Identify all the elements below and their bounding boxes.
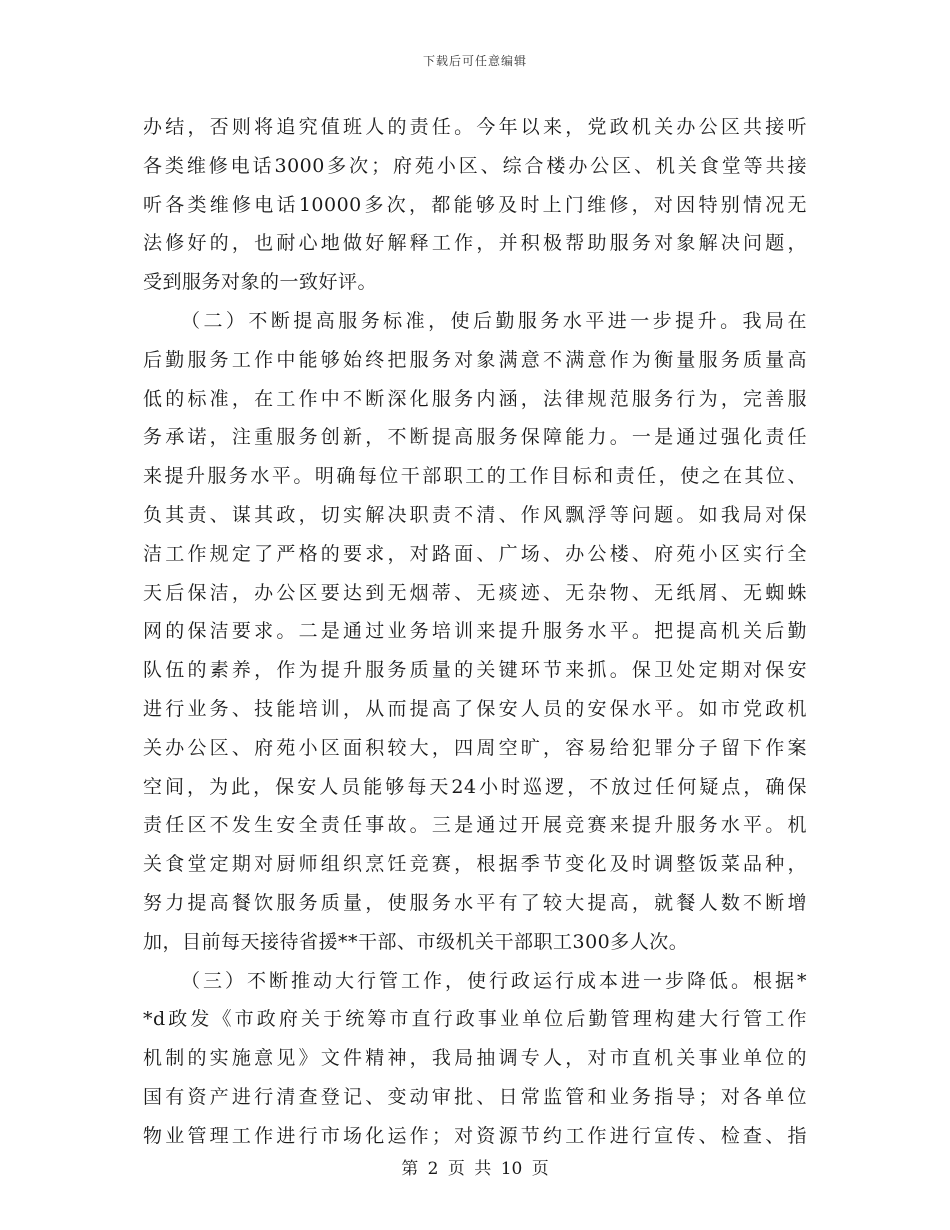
text-line: 受到服务对象的一致好评。 xyxy=(143,271,378,294)
text-line: 法修好的，也耐心地做好解释工作，并积极帮助服务对象解决问题， xyxy=(143,232,807,255)
text-line: （二）不断提高服务标准，使后勤服务水平进一步提升。我局在 xyxy=(181,309,807,332)
text-line: 加，目前每天接待省援**干部、市级机关干部职工300多人次。 xyxy=(143,930,689,953)
text-line: 洁工作规定了严格的要求，对路面、广场、办公楼、府苑小区实行全 xyxy=(143,542,807,565)
text-line: 空间，为此，保安人员能够每天24小时巡逻，不放过任何疑点，确保 xyxy=(143,775,807,798)
text-line: 国有资产进行清查登记、变动审批、日常监管和业务指导；对各单位 xyxy=(143,1085,807,1108)
text-line: 网的保洁要求。二是通过业务培训来提升服务水平。把提高机关后勤 xyxy=(143,620,807,643)
text-line: 努力提高餐饮服务质量，使服务水平有了较大提高，就餐人数不断增 xyxy=(143,891,807,914)
text-line: 低的标准，在工作中不断深化服务内涵，法律规范服务行为，完善服 xyxy=(143,387,807,410)
text-line: 听各类维修电话10000多次，都能够及时上门维修，对因特别情况无 xyxy=(143,193,807,216)
text-line: 天后保洁，办公区要达到无烟蒂、无痰迹、无杂物、无纸屑、无蜘蛛 xyxy=(143,581,807,604)
page-header-note: 下载后可任意编辑 xyxy=(422,54,527,68)
text-line: 办结，否则将追究值班人的责任。今年以来，党政机关办公区共接听 xyxy=(143,116,807,138)
body-text xyxy=(143,108,807,1156)
text-line: 来提升服务水平。明确每位干部职工的工作目标和责任，使之在其位、 xyxy=(143,465,807,488)
text-line: 机制的实施意见》文件精神，我局抽调专人，对市直机关事业单位的 xyxy=(143,1047,807,1070)
text-line: 后勤服务工作中能够始终把服务对象满意不满意作为衡量服务质量高 xyxy=(143,348,807,371)
page-number-footer: 第 2 页 共 10 页 xyxy=(401,1159,549,1179)
text-line: 各类维修电话3000多次；府苑小区、综合楼办公区、机关食堂等共接 xyxy=(143,154,807,177)
text-line: 务承诺，注重服务创新，不断提高服务保障能力。一是通过强化责任 xyxy=(143,426,807,449)
text-line: 关食堂定期对厨师组织烹饪竞赛，根据季节变化及时调整饭菜品种， xyxy=(143,853,807,876)
text-line: 物业管理工作进行市场化运作；对资源节约工作进行宣传、检查、指 xyxy=(143,1124,807,1147)
text-line: 队伍的素养，作为提升服务质量的关键环节来抓。保卫处定期对保安 xyxy=(143,659,807,682)
text-line: 关办公区、府苑小区面积较大，四周空旷，容易给犯罪分子留下作案 xyxy=(143,736,807,759)
text-line: 进行业务、技能培训，从而提高了保安人员的安保水平。如市党政机 xyxy=(143,697,807,720)
text-line: *d政发《市政府关于统筹市直行政事业单位后勤管理构建大行管工作 xyxy=(143,1008,807,1031)
text-line: 负其责、谋其政，切实解决职责不清、作风飘浮等问题。如我局对保 xyxy=(143,503,807,526)
text-line: （三）不断推动大行管工作，使行政运行成本进一步降低。根据* xyxy=(181,969,807,992)
text-line: 责任区不发生安全责任事故。三是通过开展竞赛来提升服务水平。机 xyxy=(143,814,807,837)
